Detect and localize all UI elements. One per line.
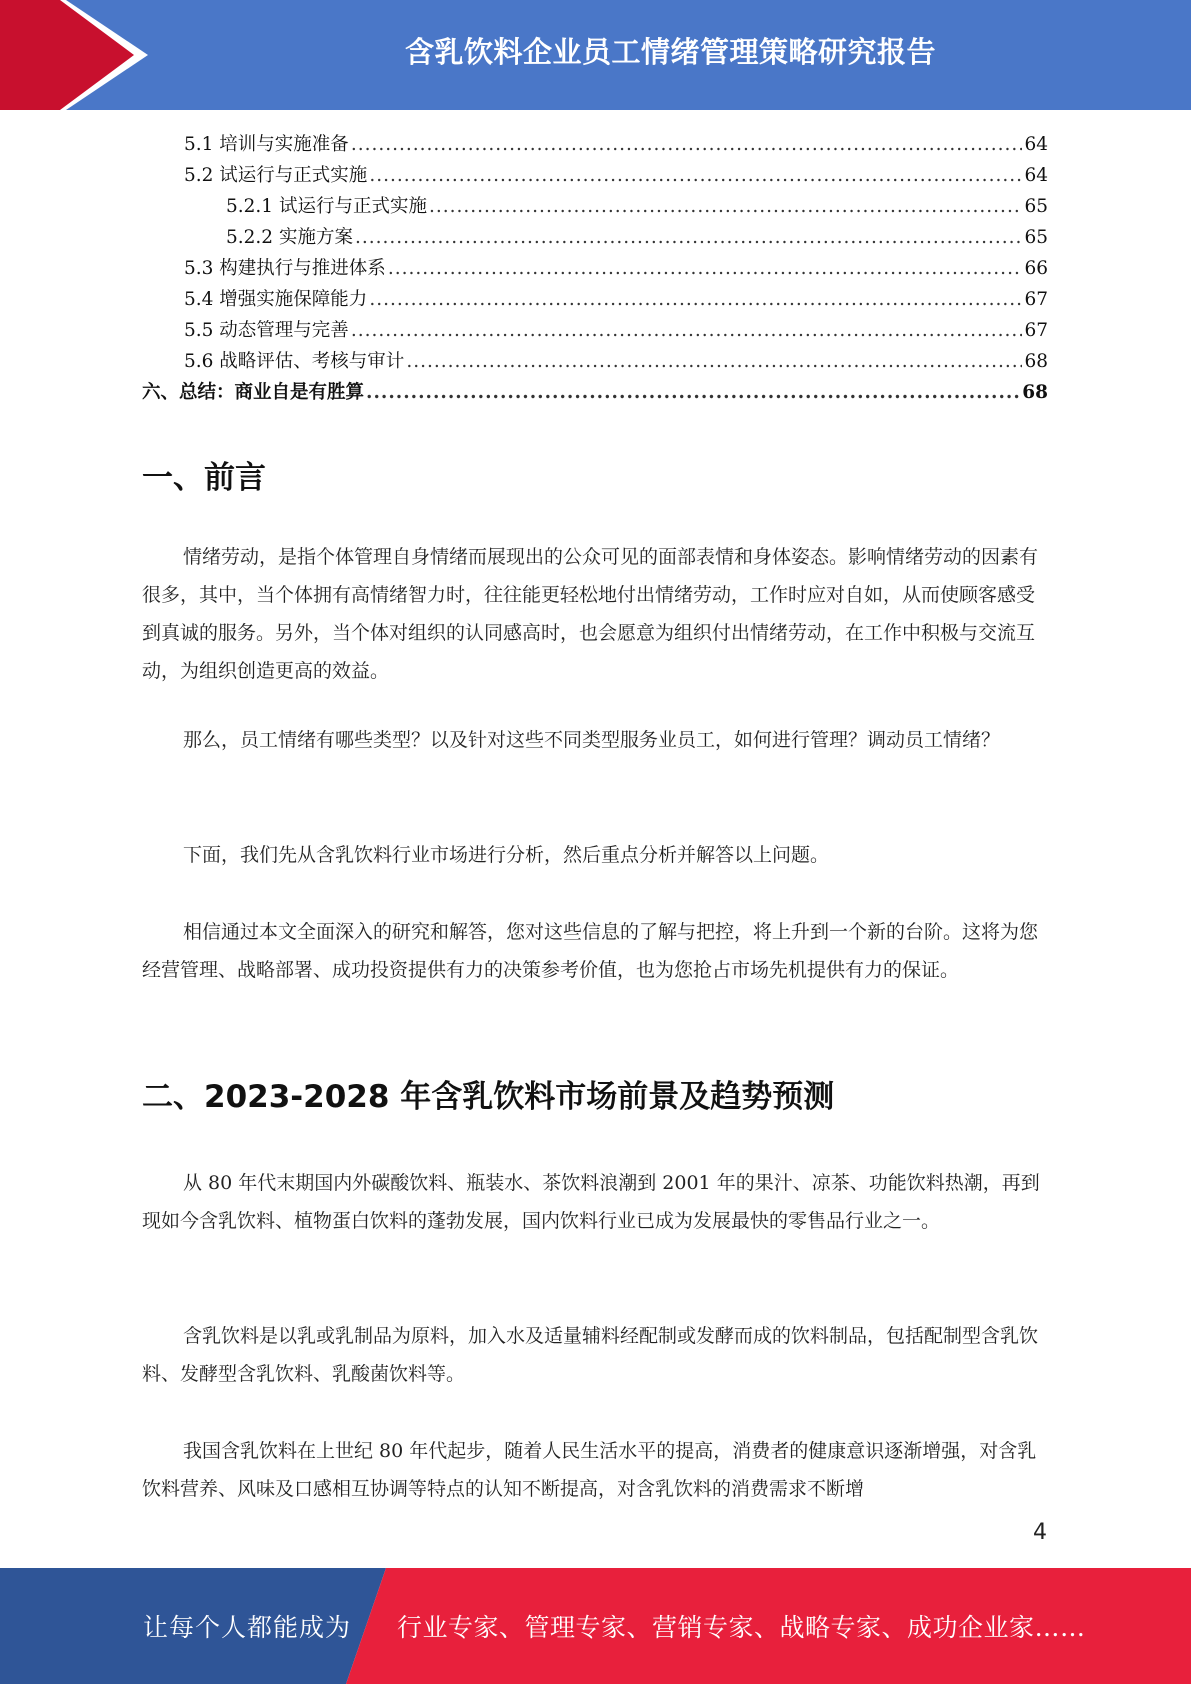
toc-entry[interactable] — [142, 130, 1048, 161]
header-arrow-decoration — [0, 0, 150, 110]
document-title: 含乳饮料企业员工情绪管理策略研究报告 — [404, 34, 936, 69]
toc-entry-title: 5.2.1 试运行与正式实施 — [226, 196, 427, 217]
toc-entry-page: 68 — [1024, 351, 1048, 372]
paragraph: 含乳饮料是以乳或乳制品为原料，加入水及适量辅料经配制或发酵而成的饮料制品，包括配制型含乳饮料、发酵型含乳饮料、乳酸菌饮料等。 — [142, 1325, 1039, 1385]
toc-entry-page: 66 — [1024, 258, 1048, 279]
toc-entry-page: 67 — [1024, 289, 1048, 310]
toc-entry[interactable] — [142, 254, 1048, 285]
toc-dot-leader — [369, 289, 1022, 310]
toc-entry-title: 5.4 增强实施保障能力 — [184, 289, 368, 310]
toc-entry-page: 67 — [1024, 320, 1048, 341]
section-heading-preface: 一、前言 — [142, 460, 266, 496]
toc-entry[interactable] — [142, 316, 1048, 347]
paragraph: 从 80 年代末期国内外碳酸饮料、瓶装水、茶饮料浪潮到 2001 年的果汁、凉茶、功能饮料热潮，再到现如今含乳饮料、植物蛋白饮料的蓬勃发展，国内饮料行业已成为发展最快的零售品行业之一。 — [142, 1172, 1040, 1232]
toc-dot-leader — [406, 351, 1022, 372]
toc-entry[interactable] — [142, 223, 1048, 254]
toc-dot-leader — [351, 320, 1023, 341]
footer-roles: 行业专家、管理专家、营销专家、战略专家、成功企业家…… — [397, 1613, 1086, 1642]
table-of-contents — [142, 130, 1048, 409]
paragraph: 相信通过本文全面深入的研究和解答，您对这些信息的了解与把控，将上升到一个新的台阶。这将为您经营管理、战略部署、成功投资提供有力的决策参考价值，也为您抢占市场先机提供有力的保证。 — [142, 921, 1039, 981]
toc-entry-title: 5.6 战略评估、考核与审计 — [184, 351, 405, 372]
toc-entry[interactable] — [142, 192, 1048, 223]
toc-entry-page: 65 — [1024, 196, 1048, 217]
toc-entry-title: 5.5 动态管理与完善 — [184, 320, 349, 341]
toc-entry[interactable] — [142, 378, 1048, 409]
paragraph: 我国含乳饮料在上世纪 80 年代起步，随着人民生活水平的提高，消费者的健康意识逐渐增强，对含乳饮料营养、风味及口感相互协调等特点的认知不断提高，对含乳饮料的消费需求不断增 — [142, 1440, 1037, 1500]
toc-entry-page: 68 — [1022, 382, 1048, 403]
toc-entry[interactable] — [142, 347, 1048, 378]
toc-entry[interactable] — [142, 285, 1048, 316]
toc-entry-title: 5.2 试运行与正式实施 — [184, 165, 368, 186]
paragraph: 情绪劳动，是指个体管理自身情绪而展现出的公众可见的面部表情和身体姿态。影响情绪劳动的因素有很多，其中，当个体拥有高情绪智力时，往往能更轻松地付出情绪劳动，工作时应对自如，从而使顾客感受到真诚的服务。另外，当个体对组织的认同感高时，也会愿意为组织付出情绪劳动，在工作中积极与交流互动，为组织创造更高的效益。 — [142, 546, 1039, 682]
page-header — [0, 0, 1191, 110]
toc-dot-leader — [351, 134, 1023, 155]
toc-dot-leader — [388, 258, 1023, 279]
page-footer — [0, 1568, 1191, 1684]
toc-entry-page: 64 — [1024, 134, 1048, 155]
page-number: 4 — [1033, 1520, 1047, 1545]
toc-entry-page: 64 — [1024, 165, 1048, 186]
footer-slogan: 让每个人都能成为 — [143, 1613, 352, 1642]
toc-entry-title: 六、总结：商业自是有胜算 — [142, 382, 365, 403]
section-heading-market-forecast: 二、2023-2028 年含乳饮料市场前景及趋势预测 — [142, 1079, 835, 1115]
toc-entry-title: 5.3 构建执行与推进体系 — [184, 258, 386, 279]
toc-entry[interactable] — [142, 161, 1048, 192]
toc-dot-leader — [429, 196, 1022, 217]
paragraph: 那么，员工情绪有哪些类型？以及针对这些不同类型服务业员工，如何进行管理？调动员工情绪？ — [183, 729, 1001, 751]
toc-entry-title: 5.1 培训与实施准备 — [184, 134, 349, 155]
toc-dot-leader — [369, 165, 1022, 186]
toc-dot-leader — [355, 227, 1023, 248]
toc-entry-title: 5.2.2 实施方案 — [226, 227, 353, 248]
paragraph: 下面，我们先从含乳饮料行业市场进行分析，然后重点分析并解答以上问题。 — [183, 844, 830, 866]
toc-entry-page: 65 — [1024, 227, 1048, 248]
toc-dot-leader — [366, 382, 1020, 403]
